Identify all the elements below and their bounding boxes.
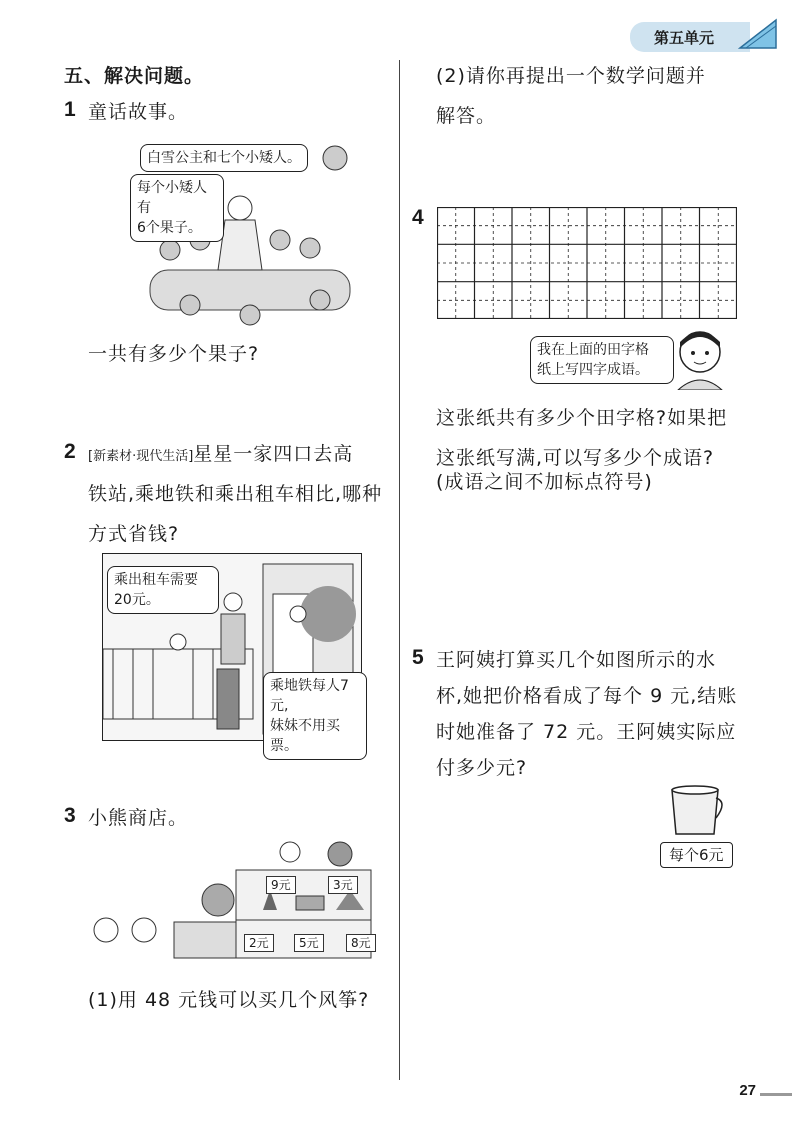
price-tag-5: 8元 — [346, 934, 376, 952]
q4-line3: (成语之间不加标点符号) — [436, 471, 653, 493]
q2-line3: 方式省钱? — [88, 523, 180, 545]
q1-illustration — [130, 140, 370, 330]
q4-bubble-line1: 我在上面的田字格 — [537, 342, 649, 358]
q2-number: 2 — [64, 440, 76, 463]
q4-line2: 这张纸写满,可以写多少个成语? — [436, 447, 715, 469]
q2-line2: 铁站,乘地铁和乘出租车相比,哪种 — [88, 483, 383, 505]
q3-sub2-line2: 解答。 — [436, 105, 497, 127]
q2-bubble-subway-line1: 乘地铁每人7元, — [270, 678, 349, 714]
page-number-line — [760, 1093, 792, 1096]
q2-line1 — [88, 434, 353, 477]
q2-bubble-subway — [263, 672, 367, 760]
q5-line1: 王阿姨打算买几个如图所示的水 — [436, 649, 717, 671]
q1-number: 1 — [64, 98, 76, 121]
price-tag-3: 2元 — [244, 934, 274, 952]
q2-bubble-taxi — [107, 566, 219, 614]
q2-bubble-taxi-line1: 乘出租车需要 — [114, 572, 198, 588]
section-title: 五、解决问题。 — [64, 65, 205, 87]
q2-tag: [新素材·现代生活] — [88, 449, 194, 464]
q2-line1-text: 星星一家四口去高 — [193, 443, 354, 465]
q1-question: 一共有多少个果子? — [88, 343, 260, 365]
q5-line3: 时她准备了 72 元。王阿姨实际应 — [436, 721, 737, 743]
q3-title: 小熊商店。 — [88, 807, 189, 829]
tianzige-grid — [437, 207, 737, 319]
q5-number: 5 — [412, 646, 424, 669]
q3-sub1: (1)用 48 元钱可以买几个风筝? — [88, 989, 370, 1011]
price-tag-4: 5元 — [294, 934, 324, 952]
price-tag-1: 9元 — [266, 876, 296, 894]
unit-label: 第五单元 — [654, 29, 715, 47]
water-cup-icon — [664, 784, 730, 840]
q3-illustration — [78, 838, 378, 968]
q1-bubble-2-line2: 6个果子。 — [137, 220, 202, 236]
boy-avatar — [670, 326, 730, 390]
bear-shop-scene-image — [78, 838, 378, 968]
price-tag-2: 3元 — [328, 876, 358, 894]
q4-bubble — [530, 336, 674, 384]
q3-number: 3 — [64, 804, 76, 827]
ruler-triangle-icon — [736, 18, 780, 52]
cup-price-label: 每个6元 — [660, 842, 733, 868]
q1-title: 童话故事。 — [88, 101, 189, 123]
q4-line1: 这张纸共有多少个田字格?如果把 — [436, 407, 728, 429]
q5-line4: 付多少元? — [436, 757, 528, 779]
q5-line2: 杯,她把价格看成了每个 9 元,结账 — [436, 685, 738, 707]
q3-sub2-line1: (2)请你再提出一个数学问题并 — [436, 65, 706, 87]
q1-bubble-2 — [130, 174, 224, 242]
unit-tab — [630, 22, 750, 52]
q1-bubble-2-line1: 每个小矮人有 — [137, 180, 207, 216]
q4-bubble-line2: 纸上写四字成语。 — [537, 362, 649, 378]
column-divider — [399, 60, 400, 1080]
q2-bubble-subway-line2: 妹妹不用买票。 — [270, 718, 340, 754]
page-number: 27 — [739, 1082, 756, 1099]
q2-illustration — [102, 553, 362, 754]
q4-number: 4 — [412, 206, 424, 229]
q1-bubble-1: 白雪公主和七个小矮人。 — [140, 144, 308, 172]
q2-bubble-taxi-line2: 20元。 — [114, 592, 160, 608]
